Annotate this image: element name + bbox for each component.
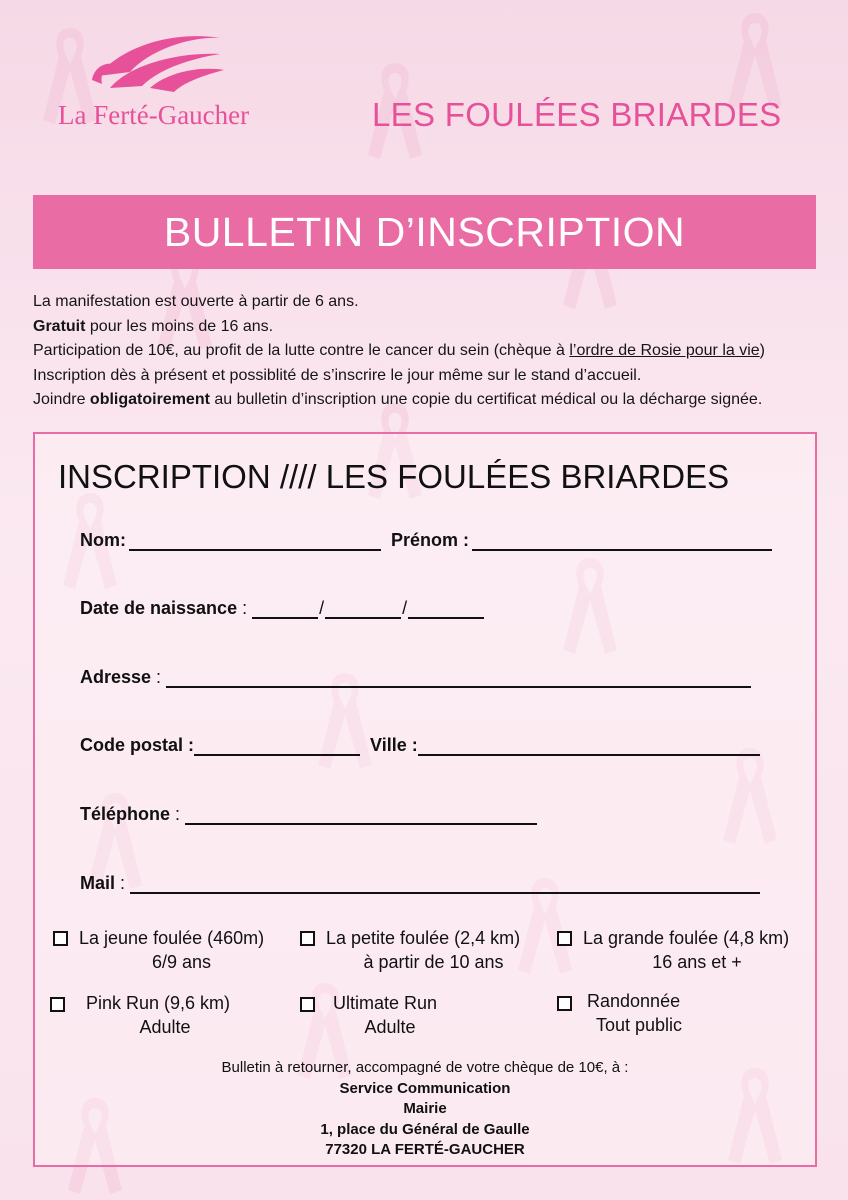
nom-label: Nom: <box>80 530 126 550</box>
checkbox-icon[interactable] <box>53 931 68 946</box>
telephone-label: Téléphone <box>80 804 171 824</box>
intro-line-text: Inscription dès à présent et possiblité de s’inscrire le jour même sur le stand d’accueil. <box>33 366 642 384</box>
intro-line <box>33 388 765 413</box>
checkbox-icon[interactable] <box>300 931 315 946</box>
address-city: 77320 LA FERTÉ-GAUCHER <box>325 1141 525 1158</box>
name-row <box>80 530 772 551</box>
intro-line-text: pour les moins de 16 ans. <box>85 317 274 335</box>
option-label: La jeune foulée (460m) <box>79 928 265 948</box>
mail-label: Mail <box>80 873 116 893</box>
title-banner <box>33 195 816 269</box>
adresse-field[interactable] <box>166 668 751 688</box>
city-row <box>80 735 760 756</box>
checkbox-icon[interactable] <box>50 997 65 1012</box>
intro-line-text: Participation de 10€, au profit de la lutte contre le cancer du sein (chèque à <box>33 342 570 359</box>
mail-field[interactable] <box>130 874 760 894</box>
phone-row <box>80 804 537 825</box>
registration-form <box>33 432 817 1167</box>
option-label: Ultimate Run <box>333 993 438 1013</box>
address-service: Service Communication <box>339 1079 511 1097</box>
dob-month-field[interactable] <box>325 599 401 619</box>
option-label: Randonnée <box>587 991 681 1011</box>
logo <box>52 28 262 133</box>
address-street: 1, place du Général de Gaulle <box>320 1120 530 1138</box>
option-sub: à partir de 10 ans <box>363 952 504 972</box>
banner-title: BULLETIN D’INSCRIPTION <box>163 208 686 255</box>
form-title: INSCRIPTION //// LES FOULÉES BRIARDES <box>58 458 730 495</box>
payee-name: l’ordre de Rosie pour la vie <box>569 342 760 359</box>
dob-separator: / <box>319 598 325 618</box>
checkbox-icon[interactable] <box>557 931 572 946</box>
intro-line-text: Joindre <box>33 391 90 408</box>
intro-line <box>33 339 765 364</box>
intro-line-text: au bulletin d’inscription une copie du certificat médical ou la décharge signée. <box>209 391 763 408</box>
option-sub: 16 ans et + <box>652 952 742 972</box>
ville-field[interactable] <box>418 736 760 756</box>
code-postal-label: Code postal : <box>80 735 195 755</box>
prenom-field[interactable] <box>472 531 772 551</box>
intro-bold: obligatoirement <box>89 391 210 408</box>
logo-swoosh-icon <box>90 28 230 100</box>
intro-line-text: La manifestation est ouverte à partir de 6 ans. <box>33 293 359 310</box>
option-label: Pink Run (9,6 km) <box>86 993 231 1013</box>
checkbox-icon[interactable] <box>557 996 572 1011</box>
return-address <box>35 1058 815 1161</box>
intro-line <box>33 290 765 315</box>
dob-year-field[interactable] <box>408 599 484 619</box>
dob-colon: : <box>237 598 253 618</box>
adresse-label: Adresse <box>80 667 152 687</box>
option-sub: Tout public <box>595 1015 683 1035</box>
intro-line <box>33 364 765 389</box>
adresse-colon: : <box>151 667 167 687</box>
mail-colon: : <box>115 873 131 893</box>
return-instructions: Bulletin à retourner, accompagné de votre chèque de 10€, à : <box>221 1059 629 1076</box>
address-row <box>80 667 751 688</box>
telephone-colon: : <box>170 804 186 824</box>
intro-text <box>33 290 765 413</box>
intro-line <box>33 315 765 340</box>
option-label: La petite foulée (2,4 km) <box>326 928 521 948</box>
telephone-field[interactable] <box>185 805 537 825</box>
code-postal-field[interactable] <box>194 736 360 756</box>
option-sub: 6/9 ans <box>151 952 212 972</box>
checkbox-icon[interactable] <box>300 997 315 1012</box>
intro-bold: Gratuit <box>33 317 86 335</box>
mail-row <box>80 873 760 894</box>
option-label: La grande foulée (4,8 km) <box>583 928 790 948</box>
nom-field[interactable] <box>129 531 381 551</box>
event-title: LES FOULÉES BRIARDES <box>372 96 782 133</box>
intro-line-text: ) <box>759 342 765 359</box>
address-mairie: Mairie <box>403 1100 447 1117</box>
logo-text: La Ferté-Gaucher <box>58 100 250 130</box>
dob-separator: / <box>402 598 408 618</box>
option-sub: Adulte <box>364 1017 416 1037</box>
dob-label: Date de naissance <box>80 598 238 618</box>
option-sub: Adulte <box>139 1017 191 1037</box>
ville-label: Ville : <box>370 735 418 755</box>
dob-day-field[interactable] <box>252 599 318 619</box>
prenom-label: Prénom : <box>391 530 470 550</box>
dob-row <box>80 598 484 619</box>
